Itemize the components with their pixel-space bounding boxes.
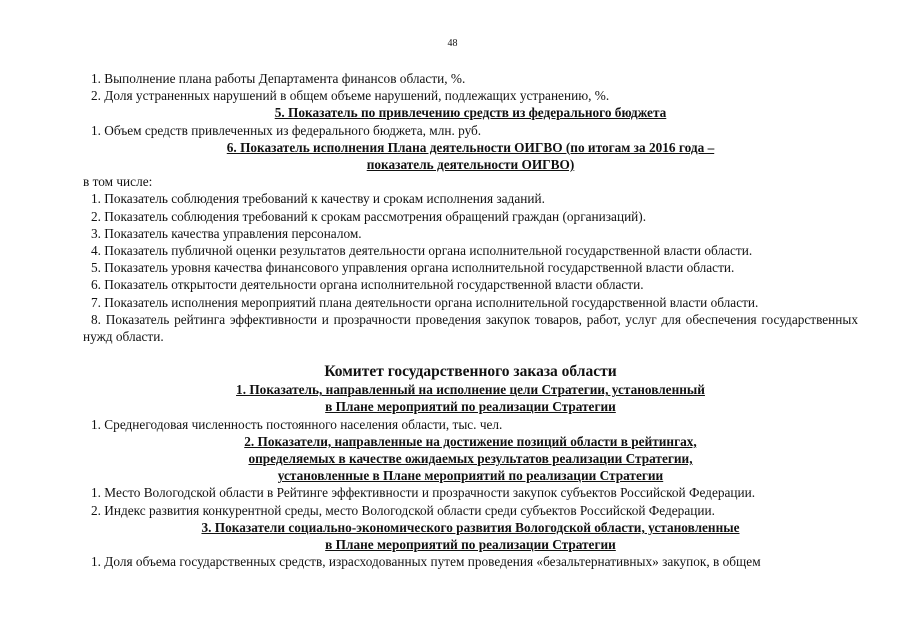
committee-section-1-heading-line-2: в Плане мероприятий по реализации Стратегии xyxy=(325,399,616,415)
list-item: 1. Среднегодовая численность постоянного населения области, тыс. чел. xyxy=(91,416,503,432)
list-item: 1. Доля объема государственных средств, израсходованных путем проведения «безальтернативных» закупок, в общем xyxy=(91,554,761,570)
committee-title: Комитет государственного заказа области xyxy=(324,363,617,381)
list-item: 7. Показатель исполнения мероприятий плана деятельности органа исполнительной государственной власти области. xyxy=(91,294,759,310)
committee-section-3-heading-line-2: в Плане мероприятий по реализации Стратегии xyxy=(325,537,616,553)
list-item: 8. Показатель рейтинга эффективности и прозрачности проведения закупок товаров, работ, услуг для обеспечения государственных нужд области. xyxy=(83,311,858,345)
committee-section-1-heading-line-1: 1. Показатель, направленный на исполнение цели Стратегии, установленный xyxy=(236,382,705,398)
list-item: 4. Показатель публичной оценки результатов деятельности органа исполнительной государственной власти области. xyxy=(91,243,753,259)
list-item: 2. Доля устраненных нарушений в общем объеме нарушений, подлежащих устранению, %. xyxy=(91,88,610,104)
document-body xyxy=(83,70,858,570)
list-item: 5. Показатель уровня качества финансового управления органа исполнительной государственной власти области. xyxy=(91,260,735,276)
list-item: 1. Место Вологодской области в Рейтинге эффективности и прозрачности закупок субъектов Российской Федерации. xyxy=(91,485,756,501)
section-5-heading: 5. Показатель по привлечению средств из федерального бюджета xyxy=(274,105,667,121)
list-item: 2. Показатель соблюдения требований к срокам рассмотрения обращений граждан (организаций). xyxy=(91,208,647,224)
section-6-intro: в том числе: xyxy=(83,174,153,190)
committee-section-2-heading-line-1: 2. Показатели, направленные на достижение позиций области в рейтингах, xyxy=(244,433,697,449)
list-item: 6. Показатель открытости деятельности органа исполнительной государственной власти области. xyxy=(91,277,644,293)
page-number: 48 xyxy=(447,38,458,49)
list-item: 1. Объем средств привлеченных из федерального бюджета, млн. руб. xyxy=(91,122,482,138)
finance-indicators-list xyxy=(83,70,858,104)
committee-section-2-heading-line-2: определяемых в качестве ожидаемых результатов реализации Стратегии, xyxy=(248,451,693,467)
section-6-heading-line-1: 6. Показатель исполнения Плана деятельности ОИГВО (по итогам за 2016 года – xyxy=(226,139,715,155)
list-item: 1. Выполнение плана работы Департамента финансов области, %. xyxy=(91,71,466,86)
committee-section-3-heading-line-1: 3. Показатели социально-экономического развития Вологодской области, установленные xyxy=(201,519,740,535)
list-item: 1. Показатель соблюдения требований к качеству и срокам исполнения заданий. xyxy=(91,191,545,207)
list-item: 3. Показатель качества управления персоналом. xyxy=(91,225,362,241)
list-item: 2. Индекс развития конкурентной среды, место Вологодской области среди субъектов Российской Федерации. xyxy=(91,502,715,518)
committee-section-2-heading-line-3: установленные в Плане мероприятий по реализации Стратегии xyxy=(277,468,664,484)
section-6-heading-line-2: показатель деятельности ОИГВО) xyxy=(366,157,575,173)
section-6-list xyxy=(83,190,858,345)
